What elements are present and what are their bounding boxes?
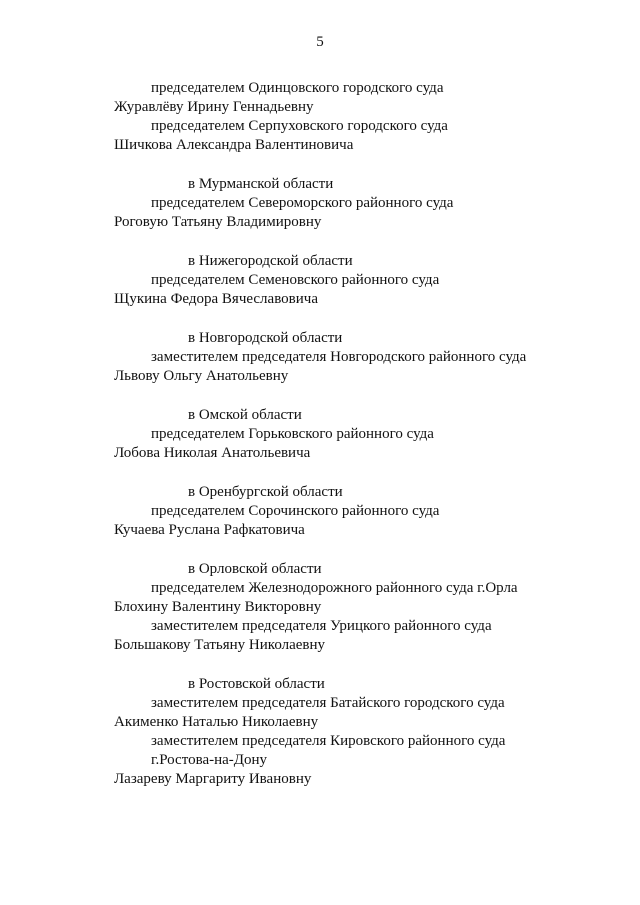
region-heading: в Орловской области — [188, 561, 322, 577]
entry-person: Блохину Валентину Викторовну — [114, 599, 322, 615]
entry-person: Львову Ольгу Анатольевну — [114, 368, 289, 384]
region-heading: в Новгородской области — [188, 330, 343, 346]
entry-person: Большакову Татьяну Николаевну — [114, 637, 326, 653]
entry-position: заместителем председателя Кировского районного суда — [151, 733, 506, 749]
entry-person: Акименко Наталью Николаевну — [114, 714, 319, 730]
entry-position: заместителем председателя Батайского городского суда — [151, 695, 505, 711]
entry-position: заместителем председателя Урицкого районного суда — [151, 618, 492, 634]
entry-person: Щукина Федора Вячеславовича — [114, 291, 318, 307]
entry-person: Роговую Татьяну Владимировну — [114, 214, 322, 230]
region-heading: в Оренбургской области — [188, 484, 343, 500]
entry-person: Журавлёву Ирину Геннадьевну — [114, 99, 314, 115]
region-heading: в Нижегородской области — [188, 253, 353, 269]
entry-position: председателем Серпуховского городского суда — [151, 118, 448, 134]
entry-position: председателем Североморского районного суда — [151, 195, 454, 211]
entry-position: председателем Одинцовского городского суда — [151, 80, 444, 96]
entry-person: Шичкова Александра Валентиновича — [114, 137, 354, 153]
entry-person: Лобова Николая Анатольевича — [114, 445, 311, 461]
page-number: 5 — [316, 34, 324, 50]
entry-position: заместителем председателя Новгородского районного суда — [151, 349, 527, 365]
entry-person: Лазареву Маргариту Ивановну — [114, 771, 312, 787]
entry-person: Кучаева Руслана Рафкатовича — [114, 522, 305, 538]
entry-position: председателем Горьковского районного суда — [151, 426, 434, 442]
entry-position: председателем Семеновского районного суда — [151, 272, 440, 288]
entry-position: председателем Железнодорожного районного суда г.Орла — [151, 580, 518, 596]
region-heading: в Ростовской области — [188, 676, 325, 692]
entry-position-continuation: г.Ростова-на-Дону — [151, 752, 268, 768]
region-heading: в Мурманской области — [188, 176, 334, 192]
entry-position: председателем Сорочинского районного суда — [151, 503, 440, 519]
region-heading: в Омской области — [188, 407, 302, 423]
